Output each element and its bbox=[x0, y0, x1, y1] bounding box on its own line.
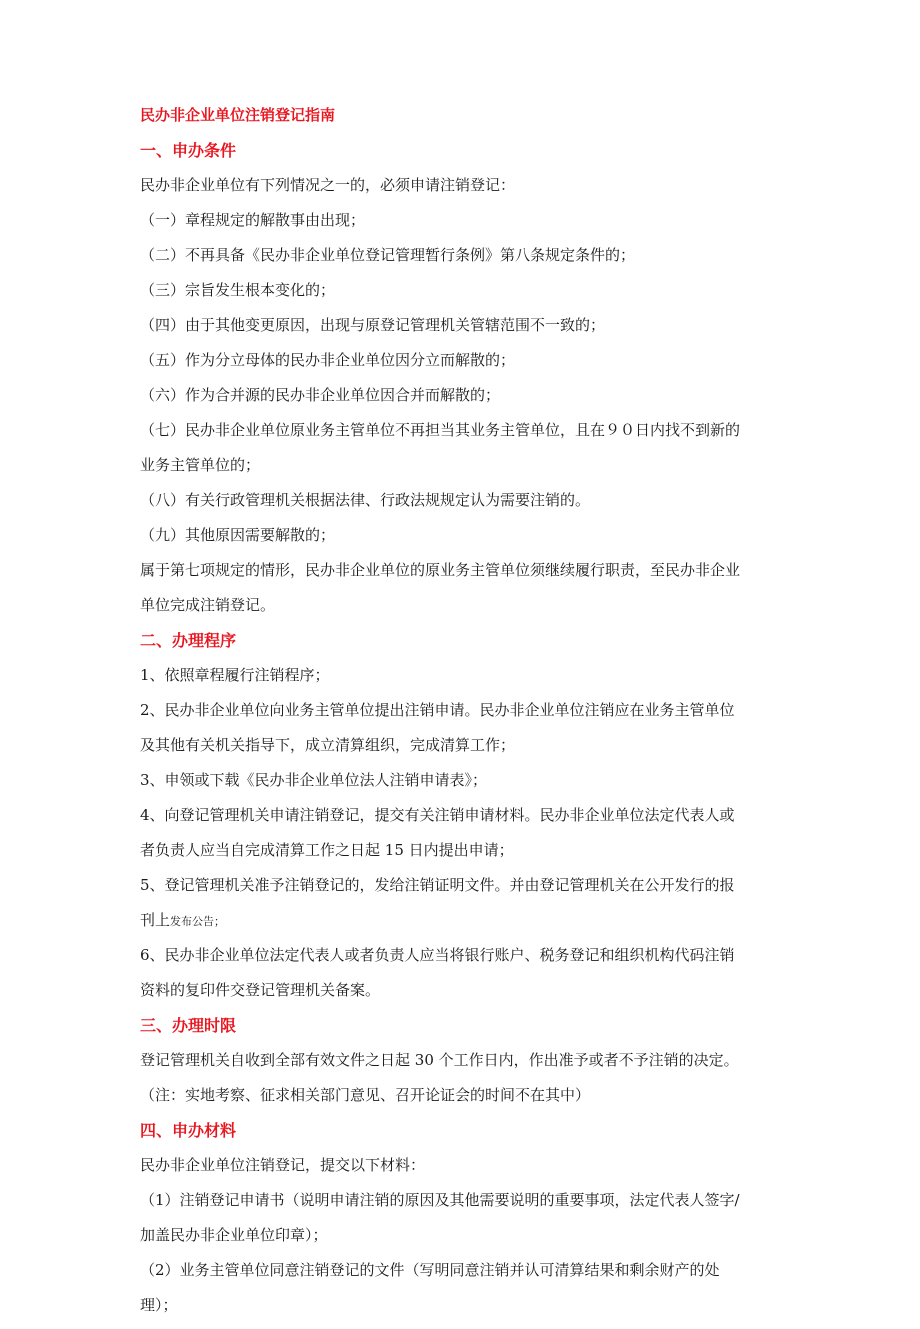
procedure-step-6 bbox=[140, 944, 790, 1002]
condition-item-7 bbox=[140, 419, 790, 477]
conditions-note bbox=[140, 559, 790, 617]
section-heading-conditions: 一、申办条件 bbox=[140, 141, 237, 160]
condition-item-6: （六）作为合并源的民办非企业单位因合并而解散的； bbox=[140, 386, 501, 404]
procedure-step-5-line-2-main: 刊上 bbox=[140, 911, 171, 929]
procedure-step-2-line-1: 2、民办非企业单位向业务主管单位提出注销申请。民办非企业单位注销应在业务主管单位 bbox=[140, 701, 735, 719]
procedure-step-3: 3、申领或下载《民办非企业单位法人注销申请表》； bbox=[140, 771, 488, 789]
procedure-step-2-line-2: 及其他有关机关指导下，成立清算组织，完成清算工作； bbox=[140, 736, 516, 754]
materials-item-2-line-2: 理）； bbox=[140, 1296, 178, 1314]
condition-item-7-line-2: 业务主管单位的； bbox=[140, 456, 261, 474]
materials-item-2 bbox=[140, 1259, 790, 1317]
document-title: 民办非企业单位注销登记指南 bbox=[140, 106, 336, 124]
materials-item-1 bbox=[140, 1189, 790, 1247]
condition-item-7-line-1: （七）民办非企业单位原业务主管单位不再担当其业务主管单位，且在９０日内找不到新的 bbox=[140, 421, 741, 439]
condition-item-3: （三）宗旨发生根本变化的； bbox=[140, 281, 336, 299]
materials-item-1-line-1: （1）注销登记申请书（说明申请注销的原因及其他需要说明的重要事项，法定代表人签字/ bbox=[140, 1191, 740, 1209]
conditions-note-line-1: 属于第七项规定的情形，民办非企业单位的原业务主管单位须继续履行职责，至民办非企业 bbox=[140, 561, 741, 579]
condition-item-1: （一）章程规定的解散事由出现； bbox=[140, 211, 366, 229]
materials-item-2-line-1: （2）业务主管单位同意注销登记的文件（写明同意注销并认可清算结果和剩余财产的处 bbox=[140, 1261, 720, 1279]
materials-intro: 民办非企业单位注销登记，提交以下材料： bbox=[140, 1156, 426, 1174]
condition-item-2: （二）不再具备《民办非企业单位登记管理暂行条例》第八条规定条件的； bbox=[140, 246, 636, 264]
procedure-step-4-line-2: 者负责人应当自完成清算工作之日起 15 日内提出申请； bbox=[140, 841, 514, 859]
conditions-intro: 民办非企业单位有下列情况之一的，必须申请注销登记： bbox=[140, 176, 516, 194]
condition-item-9: （九）其他原因需要解散的； bbox=[140, 526, 336, 544]
procedure-step-6-line-1: 6、民办非企业单位法定代表人或者负责人应当将银行账户、税务登记和组织机构代码注销 bbox=[140, 946, 735, 964]
section-heading-procedure: 二、办理程序 bbox=[140, 631, 237, 650]
condition-item-5: （五）作为分立母体的民办非企业单位因分立而解散的； bbox=[140, 351, 516, 369]
procedure-step-5 bbox=[140, 874, 790, 932]
condition-item-8: （八）有关行政管理机关根据法律、行政法规规定认为需要注销的。 bbox=[140, 491, 591, 509]
document-page bbox=[140, 104, 790, 1329]
condition-item-4: （四）由于其他变更原因，出现与原登记管理机关管辖范围不一致的； bbox=[140, 316, 606, 334]
section-heading-materials: 四、申办材料 bbox=[140, 1121, 237, 1140]
procedure-step-6-line-2: 资料的复印件交登记管理机关备案。 bbox=[140, 981, 381, 999]
materials-item-1-line-2: 加盖民办非企业单位印章）； bbox=[140, 1226, 328, 1244]
conditions-note-line-2: 单位完成注销登记。 bbox=[140, 596, 276, 614]
procedure-step-5-line-2 bbox=[140, 909, 790, 932]
time-limit-line-2: （注：实地考察、征求相关部门意见、召开论证会的时间不在其中） bbox=[140, 1086, 591, 1104]
procedure-step-4-line-1: 4、向登记管理机关申请注销登记，提交有关注销申请材料。民办非企业单位法定代表人或 bbox=[140, 806, 735, 824]
time-limit-line-1: 登记管理机关自收到全部有效文件之日起 30 个工作日内，作出准予或者不予注销的决定。 bbox=[140, 1051, 739, 1069]
procedure-step-5-line-1: 5、登记管理机关准予注销登记的，发给注销证明文件。并由登记管理机关在公开发行的报 bbox=[140, 876, 735, 894]
procedure-step-2 bbox=[140, 699, 790, 757]
procedure-step-4 bbox=[140, 804, 790, 862]
procedure-step-1: 1、依照章程履行注销程序； bbox=[140, 666, 330, 684]
procedure-step-5-line-2-small: 发布公告； bbox=[170, 915, 226, 928]
section-heading-time-limit: 三、办理时限 bbox=[140, 1016, 237, 1035]
